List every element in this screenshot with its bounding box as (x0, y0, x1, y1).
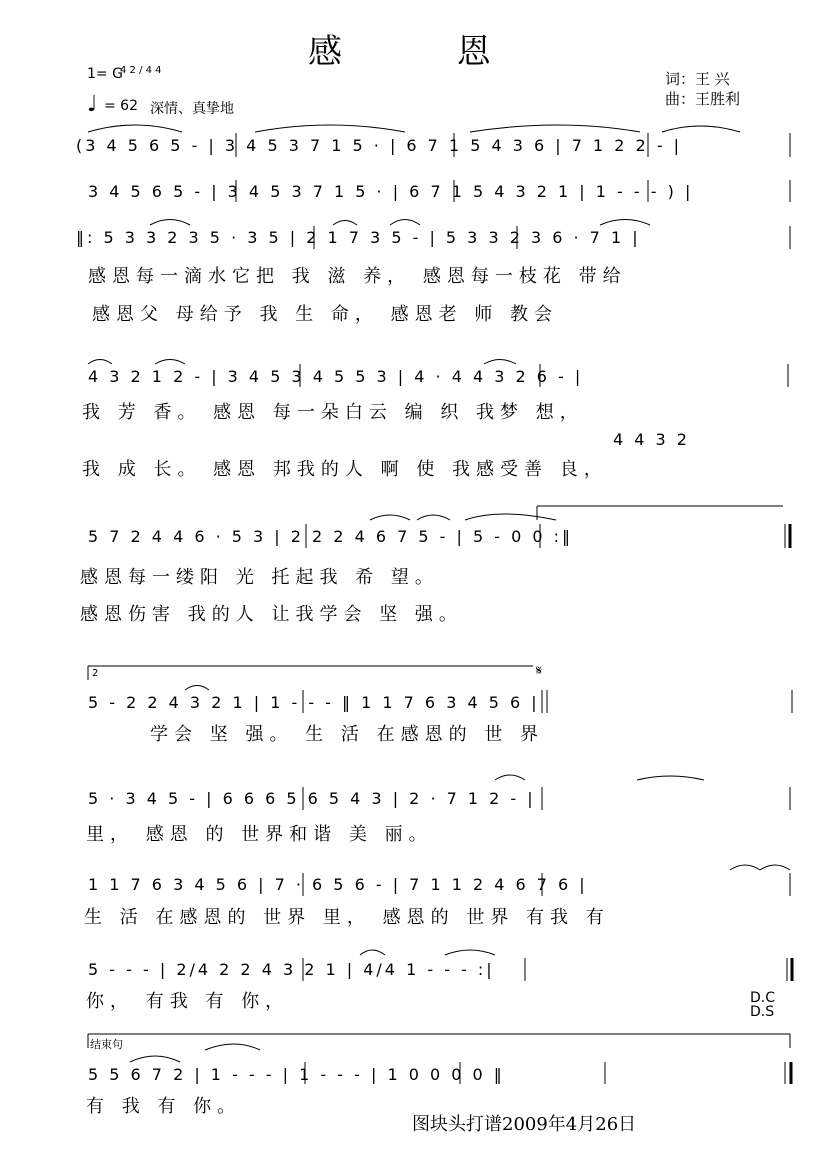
lyric-row-10: 有 我 有 你。 (86, 1096, 242, 1117)
lyric-row-4-verse-1: 我 芳 香。 感恩 每一朵白云 编 织 我梦 想， (82, 402, 584, 423)
composer: 曲：王胜利 (665, 90, 741, 108)
coda-label: 结束句 (90, 1038, 123, 1051)
lyric-row-5-verse-1: 感恩每一缕阳 光 托起我 希 望。 (80, 567, 439, 588)
lyric-row-9: 你， 有我 有 你， (86, 991, 290, 1012)
score-row-2: 3 4 5 6 5 - | 3 4 5 3 7 1 5 · | 6 7 1 5 4 3 2 1 | 1 - - - ) | (88, 182, 694, 201)
page-title: 感 恩 (308, 32, 543, 72)
lyric-row-7: 里， 感恩 的 世界和谐 美 丽。 (86, 824, 433, 845)
lyricist: 词：王 兴 (665, 70, 730, 88)
expression-marking: 深情、真挚地 (150, 101, 234, 117)
footer-credit: 图块头打谱2009年4月26日 (412, 1114, 637, 1135)
lyric-row-5-verse-2: 感恩伤害 我的人 让我学会 坚 强。 (80, 604, 463, 625)
score-row-3: ‖: 5 3 3 2 3 5 · 3 5 | 2 1 7 3 5 - | 5 3 3 2 3 6 · 7 1 | (76, 228, 641, 247)
volta-number: 2 (92, 668, 99, 679)
score-row-8: 1 1 7 6 3 4 5 6 | 7 · 6 5 6 - | 7 1 1 2 4 6 7 6 | (88, 875, 588, 894)
score-row-10: 5 5 6 7 2 | 1 - - - | 1 - - - | 1 0 0 0 0 ‖ (88, 1065, 505, 1084)
score-row-1: (3 4 5 6 5 - | 3 4 5 3 7 1 5 · | 6 7 1 5 4 3 6 | 7 1 2 2 - | (76, 136, 683, 155)
svg-text:𝄋: 𝄋 (536, 663, 543, 679)
lyric-row-8: 生 活 在感恩的 世界 里， 感恩的 世界 有我 有 (84, 907, 610, 928)
score-row-5: 5 7 2 4 4 6 · 5 3 | 2 2 2 4 6 7 5 - | 5 - 0 0 :‖ (88, 527, 574, 546)
lyric-row-4-verse-2: 我 成 长。 感恩 邦我的人 啊 使 我感受善 良， (82, 459, 608, 480)
score-row-6: 5 - 2 2 4 3 2 1 | 1 - - - ‖ 1 1 7 6 3 4 5 6 | (88, 693, 540, 712)
ds-marking: D.S (750, 1004, 775, 1020)
score-row-9: 5 - - - | 2/4 2 2 4 3 2 1 | 4/4 1 - - - :| (88, 960, 495, 979)
lyric-row-3-verse-2: 感恩父 母给予 我 生 命， 感恩老 师 教会 (92, 304, 559, 325)
score-row-7: 5 · 3 4 5 - | 6 6 6 5 6 5 4 3 | 2 · 7 1 2 - | (88, 789, 536, 808)
lyric-row-6: 学会 坚 强。 生 活 在感恩的 世 界 (150, 724, 545, 745)
tempo: = 62 (104, 98, 138, 114)
time-signature: 4 2 / 4 4 (120, 65, 162, 76)
dc-marking: D.C (750, 990, 776, 1006)
key-signature: 1= G (87, 66, 123, 82)
lyric-row-3-verse-1: 感恩每一滴水它把 我 滋 养， 感恩每一枝花 带给 (88, 266, 627, 287)
alternate-melody: 4 4 3 2 (613, 430, 690, 449)
quarter-note-icon: ♩ (87, 92, 98, 117)
score-row-4: 4 3 2 1 2 - | 3 4 5 3 4 5 5 3 | 4 · 4 4 3 2 6 - | (88, 367, 584, 386)
